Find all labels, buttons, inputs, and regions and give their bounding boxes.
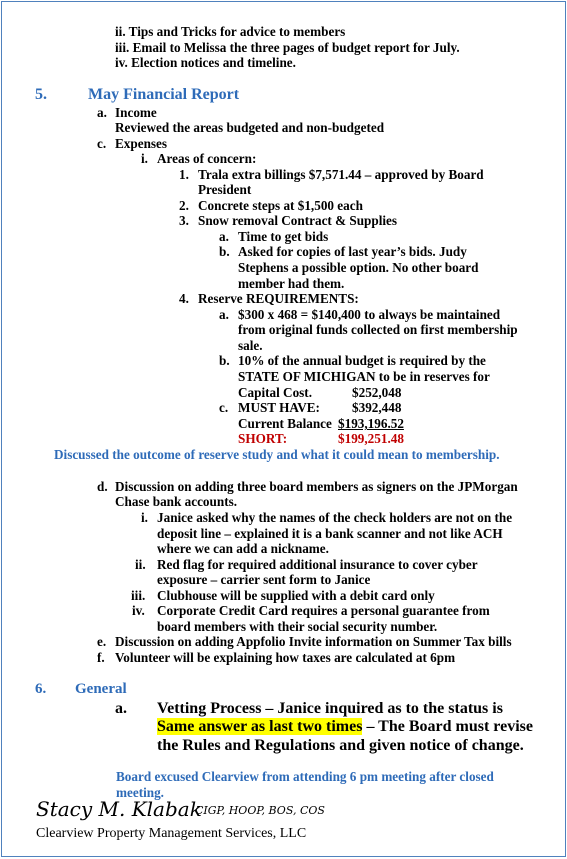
- list-item: Same answer as last two times – The Board must revise: [157, 718, 533, 735]
- balance-value: $193,196.52: [338, 416, 404, 431]
- list-marker: 2.: [179, 198, 189, 213]
- list-item: Trala extra billings $7,571.44 – approved by Board: [198, 167, 484, 182]
- list-item: Volunteer will be explaining how taxes are calculated at 6pm: [115, 650, 456, 665]
- list-item: Snow removal Contract & Supplies: [198, 213, 398, 228]
- list-item: member had them.: [238, 276, 345, 291]
- areas-of-concern-label: Areas of concern:: [157, 151, 257, 166]
- income-text: Reviewed the areas budgeted and non-budgeted: [115, 120, 385, 135]
- list-item: Stephens a possible option. No other board: [238, 260, 479, 275]
- list-item: Vetting Process – Janice inquired as to the status is: [157, 700, 503, 717]
- list-marker: a.: [115, 700, 127, 717]
- list-item: President: [198, 182, 252, 197]
- capital-cost-value: $252,048: [352, 385, 402, 400]
- list-item: board members with their social security number.: [157, 619, 438, 634]
- list-marker: i.: [141, 151, 148, 166]
- must-have-value: $392,448: [352, 400, 402, 415]
- list-item: Concrete steps at $1,500 each: [198, 198, 363, 213]
- list-item: from original funds collected on first membership: [238, 322, 518, 337]
- list-marker: 4.: [179, 291, 189, 306]
- list-marker: d.: [97, 479, 108, 494]
- list-item: Corporate Credit Card requires a personal guarantee from: [157, 603, 490, 618]
- list-item: the Rules and Regulations and given notice of change.: [157, 737, 524, 754]
- list-marker: c.: [97, 136, 107, 151]
- list-item: Asked for copies of last year’s bids. Judy: [238, 244, 467, 259]
- list-marker: a.: [97, 105, 107, 120]
- list-item: 10% of the annual budget is required by the: [238, 353, 486, 368]
- list-item: STATE OF MICHIGAN to be in reserves for: [238, 369, 490, 384]
- list-item: Red flag for required additional insurance to cover cyber: [157, 557, 478, 572]
- short-value: $199,251.48: [338, 431, 404, 446]
- section-title: General: [75, 681, 127, 697]
- capital-cost-label: Capital Cost.: [238, 385, 312, 400]
- list-marker: ii.: [135, 557, 146, 572]
- document-page: [1, 1, 566, 857]
- list-marker: iv.: [132, 603, 145, 618]
- highlighted-text: Same answer as last two times: [157, 718, 363, 735]
- short-label: SHORT:: [238, 431, 288, 446]
- list-marker: e.: [97, 634, 107, 649]
- income-label: Income: [115, 105, 157, 120]
- list-marker: i.: [141, 510, 148, 525]
- list-item: exposure – carrier sent form to Janice: [157, 572, 371, 587]
- list-item: Time to get bids: [238, 229, 329, 244]
- list-item: Clubhouse will be supplied with a debit card only: [157, 588, 435, 603]
- must-have-label: MUST HAVE:: [238, 400, 320, 415]
- list-item: iv. Election notices and timeline.: [115, 55, 296, 70]
- list-marker: iii.: [131, 588, 146, 603]
- list-item: Chase bank accounts.: [115, 494, 238, 509]
- list-marker: a.: [219, 307, 229, 322]
- excused-note: Board excused Clearview from attending 6 pm meeting after closed: [116, 769, 494, 784]
- signature-credentials: CIGP, HOOP, BOS, COS: [195, 804, 325, 817]
- list-marker: 3.: [179, 213, 189, 228]
- list-marker: 1.: [179, 167, 189, 182]
- list-marker: a.: [219, 229, 229, 244]
- list-item: Reserve REQUIREMENTS:: [198, 291, 359, 306]
- section-number: 5.: [35, 86, 47, 103]
- list-item: ii. Tips and Tricks for advice to members: [115, 24, 346, 39]
- section-title: May Financial Report: [88, 86, 240, 103]
- section-number: 6.: [35, 681, 47, 697]
- list-marker: b.: [219, 244, 230, 259]
- list-marker: c.: [219, 400, 229, 415]
- list-item: deposit line – explained it is a bank scanner and not like ACH: [157, 526, 503, 541]
- list-item: Discussion on adding Appfolio Invite information on Summer Tax bills: [115, 634, 512, 649]
- footer-company: Clearview Property Management Services, LLC: [36, 826, 307, 841]
- list-item: sale.: [238, 338, 263, 353]
- expenses-label: Expenses: [115, 136, 168, 151]
- list-item: $300 x 468 = $140,400 to always be maintained: [238, 307, 501, 322]
- list-item: Janice asked why the names of the check holders are not on the: [157, 510, 513, 525]
- signature: Stacy M. Klabak: [36, 797, 202, 821]
- list-item: where we can add a nickname.: [157, 541, 329, 556]
- balance-label: Current Balance: [238, 416, 332, 431]
- excused-note: meeting.: [116, 785, 164, 800]
- list-marker: b.: [219, 353, 230, 368]
- list-item: iii. Email to Melissa the three pages of budget report for July.: [115, 40, 460, 55]
- list-item: Discussion on adding three board members as signers on the JPMorgan: [115, 479, 518, 494]
- discussion-note: Discussed the outcome of reserve study and what it could mean to membership.: [54, 447, 500, 462]
- list-marker: f.: [97, 650, 105, 665]
